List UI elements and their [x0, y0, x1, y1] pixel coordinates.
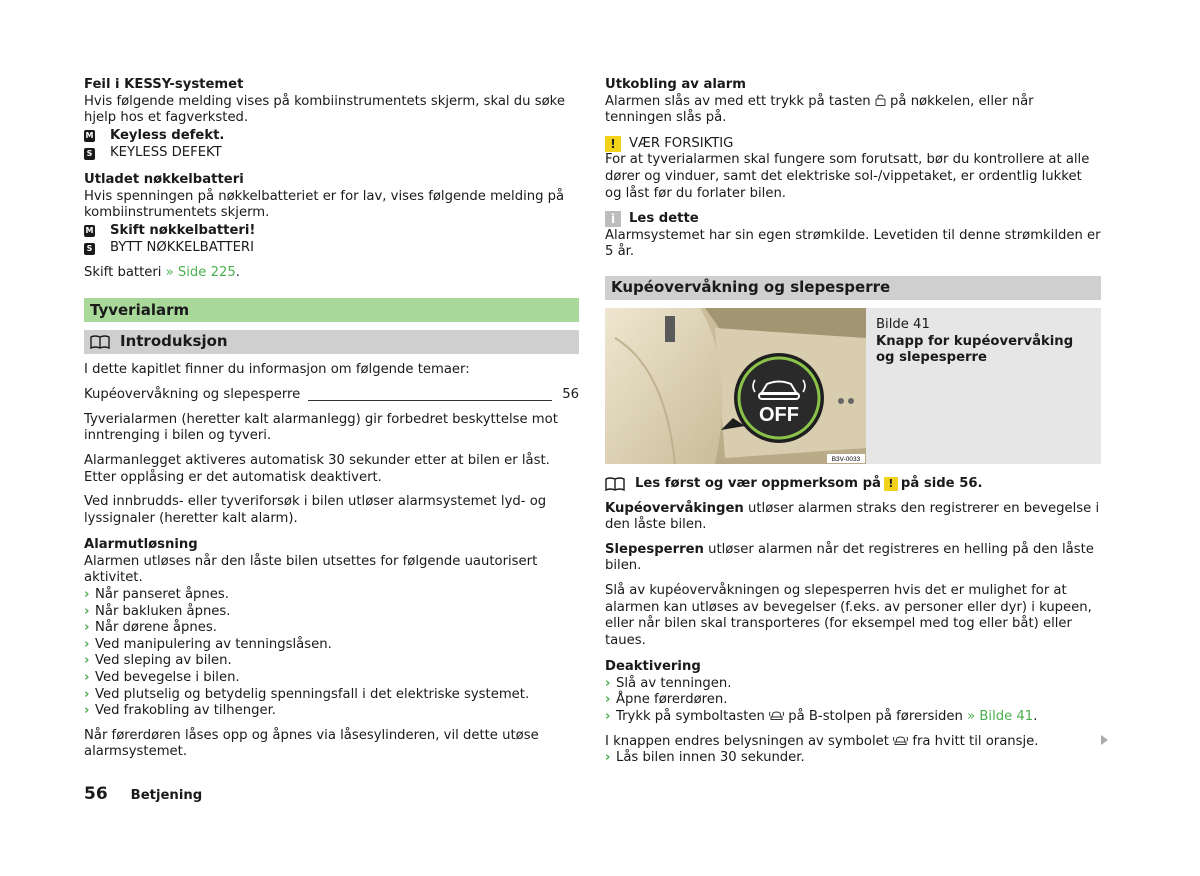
- s-badge-icon: S: [84, 148, 95, 160]
- chevron-right-icon: ›: [84, 636, 90, 652]
- change-battery-end: .: [235, 264, 240, 280]
- footer-section: Betjening: [130, 788, 203, 803]
- list-item-text: Trykk på symboltasten: [616, 709, 770, 725]
- chevron-right-icon: ›: [84, 686, 90, 702]
- list-item: [605, 709, 1101, 726]
- chevron-right-icon: ›: [84, 653, 90, 669]
- para-3: Slå av kupéovervåkningen og slepesperren hvis det er mulighet for at alarmen kan utløses av bevegelser (f.eks. av personer eller dyr) i kupeen, eller når bilen skal transporteres (for eksempel med tog eller båt) eller taues.: [605, 582, 1092, 648]
- car-alarm-icon: [769, 709, 784, 721]
- chevron-right-icon: ›: [84, 703, 90, 719]
- caution-box-header: [605, 136, 1101, 153]
- trigger-heading: Alarmutløsning: [84, 537, 198, 553]
- list-item: [605, 692, 1101, 709]
- figure-image: [605, 308, 866, 464]
- change-battery-line: [84, 265, 579, 282]
- disable-heading: Utkobling av alarm: [605, 77, 747, 92]
- kessy-heading: Feil i KESSY-systemet: [84, 77, 244, 92]
- kessy-text: Hvis følgende melding vises på kombiinstrumentets skjerm, skal du søke hjelp hos et fagverksted.: [84, 93, 565, 126]
- para-rest: utløser alarmen straks den registrerer en bevegelse i den låste bilen.: [605, 500, 1100, 533]
- list-item: [84, 587, 579, 604]
- list-item: [84, 653, 579, 670]
- kessy-m-text: Keyless defekt.: [110, 127, 225, 143]
- list-item-text: på B-stolpen på førersiden: [784, 709, 968, 725]
- disable-text: [605, 94, 1101, 127]
- lights-text-b: fra hvitt til oransje.: [908, 733, 1039, 749]
- figure-41: [605, 308, 1101, 464]
- figure-code: B3V-0033: [831, 455, 861, 463]
- list-item: [84, 637, 579, 654]
- list-item-text: Åpne førerdøren.: [616, 692, 728, 708]
- disable-text-b: på nøkkelen, eller når tenningen slås på.: [605, 93, 1034, 126]
- car-interior-illustration: [605, 308, 866, 464]
- note-text: Alarmsystemet har sin egen strømkilde. Levetiden til denne strømkilden er 5 år.: [605, 227, 1101, 260]
- term-kupeovervakingen: Kupéovervåkingen: [605, 500, 744, 516]
- last-para: Når førerdøren låses opp og åpnes via låsesylinderen, vil dette utøse alarmsystemet.: [84, 727, 539, 760]
- para-slepesperren: [605, 542, 1101, 575]
- para-rest: utløser alarmen når det registreres en helling på den låste bilen.: [605, 541, 1094, 574]
- deact-heading: Deaktivering: [605, 659, 701, 675]
- term-slepesperren: Slepesperren: [605, 541, 704, 557]
- para-3: Ved innbrudds- eller tyveriforsøk i bilen utløser alarmsystemet lyd- og lyssignaler (heretter kalt alarm).: [84, 494, 547, 526]
- toc-leader-line: [308, 400, 552, 401]
- list-item-text: Ved plutselig og betydelig spenningsfall i det elektriske systemet.: [95, 686, 530, 702]
- battery-text: Hvis spenningen på nøkkelbatteriet er for lav, vises følgende melding på kombiinstrumentets skjerm.: [84, 188, 565, 221]
- list-item-text: Slå av tenningen.: [616, 675, 732, 691]
- page-number: 56: [84, 784, 108, 804]
- lights-para: [605, 734, 1101, 751]
- chevron-right-icon: ›: [605, 750, 611, 766]
- chevron-right-icon: ›: [605, 675, 611, 691]
- kessy-m-message: [84, 128, 579, 145]
- page-footer: [84, 786, 202, 805]
- para-2: Alarmanlegget aktiveres automatisk 30 sekunder etter at bilen er låst. Etter opplåsing er det automatisk deaktivert.: [84, 452, 550, 485]
- chevron-right-icon: ›: [605, 709, 611, 725]
- chevron-right-icon: ›: [84, 620, 90, 636]
- battery-heading: Utladet nøkkelbatteri: [84, 171, 244, 187]
- right-column: [605, 77, 1101, 767]
- chevron-right-icon: ›: [84, 587, 90, 603]
- toc-item-label: Kupéovervåkning og slepesperre: [84, 387, 301, 403]
- list-item: [605, 676, 1101, 693]
- book-icon: [605, 477, 625, 491]
- battery-s-message: [84, 240, 579, 257]
- book-icon: [90, 335, 110, 349]
- battery-m-text: Skift nøkkelbatteri!: [110, 222, 256, 238]
- trigger-text: Alarmen utløses når den låste bilen utsettes for følgende uautorisert aktivitet.: [84, 553, 538, 586]
- note-label: Les dette: [629, 211, 699, 227]
- list-item-text: Når dørene åpnes.: [95, 620, 217, 636]
- off-label: OFF: [759, 403, 799, 426]
- list-item-text: Ved frakobling av tilhenger.: [95, 703, 276, 719]
- chevron-right-icon: ›: [84, 603, 90, 619]
- list-item: [84, 687, 579, 704]
- intro-text: I dette kapitlet finner du informasjon om følgende temaer:: [84, 361, 470, 377]
- list-item: [84, 670, 579, 687]
- list-item-end: .: [1033, 709, 1038, 725]
- car-alarm-icon: [893, 734, 908, 746]
- read-first-line: [605, 476, 1101, 493]
- battery-m-message: [84, 223, 579, 240]
- s-badge-icon: S: [84, 243, 95, 255]
- list-item-text: Lås bilen innen 30 sekunder.: [616, 750, 805, 766]
- chevron-right-icon: ›: [605, 692, 611, 708]
- battery-s-text: BYTT NØKKELBATTERI: [110, 240, 254, 256]
- unlock-icon: [875, 94, 886, 106]
- list-item-text: Ved sleping av bilen.: [95, 653, 232, 669]
- list-item: [84, 604, 579, 621]
- read-first-a: Les først og vær oppmerksom på: [635, 475, 881, 491]
- figure-link[interactable]: » Bilde 41: [967, 709, 1034, 725]
- toc-page-number: 56: [562, 387, 579, 403]
- chevron-right-icon: ›: [84, 670, 90, 686]
- continue-arrow-icon: [1101, 735, 1108, 745]
- left-column: [84, 77, 579, 761]
- trigger-list: [84, 587, 579, 720]
- subsection-title-introduksjon: [84, 330, 579, 354]
- warning-icon: !: [605, 136, 621, 152]
- page-link[interactable]: » Side 225: [165, 264, 236, 280]
- read-first-b: på side 56.: [900, 475, 983, 491]
- disable-text-a: Alarmen slås av med ett trykk på tasten: [605, 93, 875, 109]
- lights-text-a: I knappen endres belysningen av symbolet: [605, 733, 894, 749]
- list-item-text: Ved manipulering av tenningslåsen.: [95, 636, 332, 652]
- figure-caption: Knapp for kupéovervåking og slepesperre: [876, 333, 1074, 366]
- info-icon: i: [605, 211, 621, 227]
- m-badge-icon: M: [85, 131, 94, 141]
- intro-title: Introduksjon: [120, 332, 228, 351]
- list-item-text: Ved bevegelse i bilen.: [95, 670, 240, 686]
- list-item-text: Når panseret åpnes.: [95, 587, 229, 603]
- toc-entry[interactable]: [84, 387, 579, 404]
- warning-icon: !: [884, 477, 898, 491]
- lock-list: [605, 750, 1101, 767]
- deact-list: [605, 676, 1101, 726]
- list-item: [84, 620, 579, 637]
- para-1: Tyverialarmen (heretter kalt alarmanlegg) gir forbedret beskyttelse mot inntrenging i bilen og tyveri.: [84, 411, 558, 444]
- note-box-header: [605, 211, 1101, 228]
- list-item: [605, 750, 1101, 767]
- figure-caption-box: [866, 308, 1101, 464]
- kessy-s-text: KEYLESS DEFEKT: [110, 145, 222, 161]
- section-title-kupeovervakning: Kupéovervåkning og slepesperre: [605, 276, 1101, 300]
- figure-label: Bilde 41: [876, 316, 930, 332]
- list-item: [84, 703, 579, 720]
- kessy-s-message: [84, 145, 579, 162]
- section-title-tyverialarm: Tyverialarm: [84, 298, 579, 322]
- para-kupeovervakingen: [605, 501, 1101, 534]
- m-badge-icon: M: [85, 226, 94, 236]
- caution-text: For at tyverialarmen skal fungere som forutsatt, bør du kontrollere at alle dører og vinduer, samt det elektriske sol-/vippetaket, er ordentlig lukket og låst før du forlater bilen.: [605, 152, 1090, 201]
- caution-label: VÆR FORSIKTIG: [629, 135, 734, 151]
- change-battery-text: Skift batteri: [84, 264, 166, 280]
- list-item-text: Når bakluken åpnes.: [95, 603, 231, 619]
